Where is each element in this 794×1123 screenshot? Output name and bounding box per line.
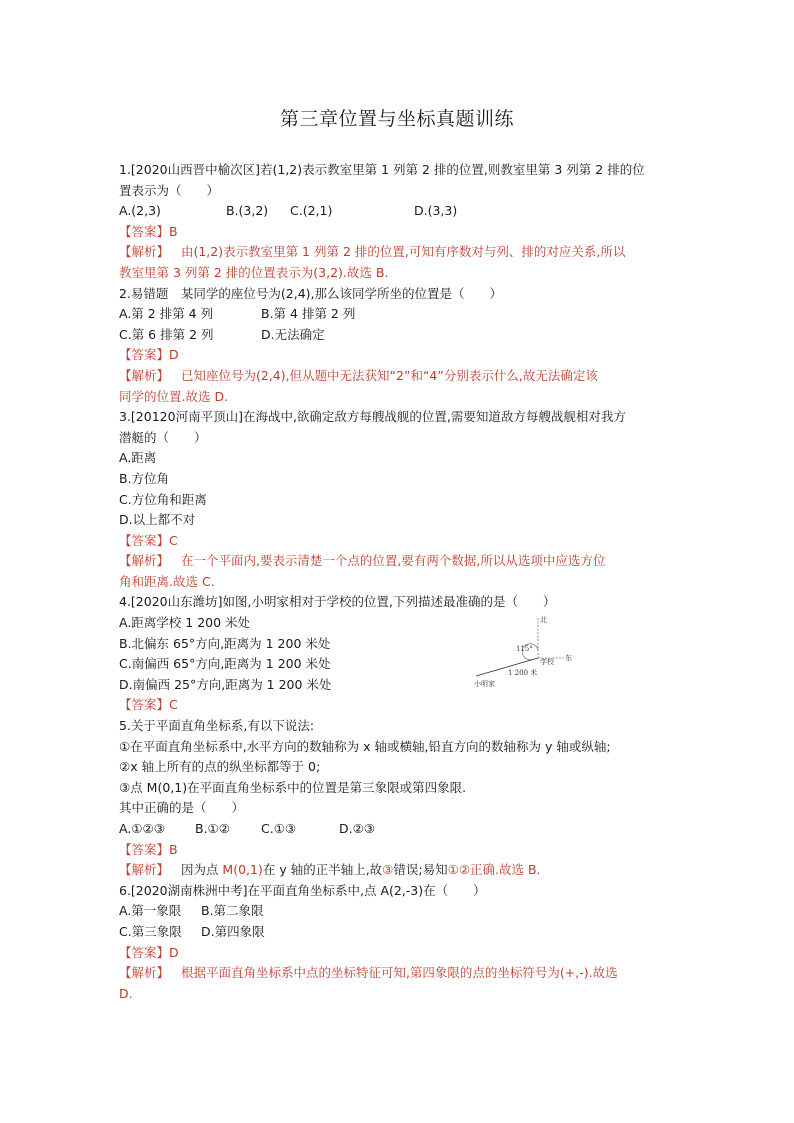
q1-option-a: A.(2,3) [119, 203, 161, 219]
q1-analysis-line1 [119, 242, 679, 263]
q5-analysis-g: 正确.故选 B. [470, 862, 541, 878]
q3-option-d: D.以上都不对 [119, 512, 196, 528]
q6-answer [119, 943, 679, 964]
q6-option-a: A.第一象限 [119, 903, 182, 919]
q5-option-d: D.②③ [339, 821, 376, 836]
q5-analysis-f: ①② [447, 862, 471, 878]
q1-answer-value: B [169, 223, 178, 239]
q5-answer-value: B [169, 841, 178, 857]
q5-answer [119, 840, 679, 861]
answer-tag: 【答案】 [119, 223, 170, 239]
position-diagram [470, 614, 610, 694]
q1-options [119, 201, 679, 222]
q4-stem: 4.[2020山东潍坊]如图,小明家相对于学校的位置,下列描述最准确的是（ ） [119, 594, 556, 610]
q6-option-d: D.第四象限 [201, 923, 265, 939]
q4-option-c: C.南偏西 65°方向,距离为 1 200 米处 [119, 656, 331, 672]
q6-option-b: B.第二象限 [201, 903, 264, 919]
q5-analysis-b: M(0,1) [222, 862, 263, 878]
east-label: 东 [565, 654, 572, 662]
answer-tag: 【答案】 [119, 347, 170, 363]
q4-option-a: A.距离学校 1 200 米处 [119, 615, 251, 631]
q5-question: 其中正确的是（ ） [119, 800, 245, 816]
q6-answer-value: D [169, 944, 179, 960]
analysis-tag: 【解析】 [119, 965, 170, 981]
answer-tag: 【答案】 [119, 944, 170, 960]
q5-stem: 5.关于平面直角坐标系,有以下说法: [119, 718, 315, 734]
q2-analysis-text1: 已知座位号为(2,4),但从题中无法获知“2”和“4”分别表示什么,故无法确定该 [180, 367, 598, 383]
q2-stem: 2.易错题 某同学的座位号为(2,4),那么该同学所坐的位置是（ ） [119, 285, 503, 301]
angle-label: 115° [516, 645, 533, 653]
analysis-tag: 【解析】 [119, 862, 170, 878]
q5-analysis [119, 860, 679, 881]
q3-option-c: C.方位角和距离 [119, 491, 207, 507]
q5-option-b: B.①② [195, 821, 230, 836]
q1-option-c: C.(2,1) [290, 203, 333, 219]
home-label: 小明家 [474, 680, 495, 688]
q6-option-c: C.第三象限 [119, 923, 182, 939]
q3-answer-value: C [169, 532, 178, 548]
q3-option-b: B.方位角 [119, 470, 170, 486]
q5-statement-2: ②x 轴上所有的点的纵坐标都等于 0; [119, 759, 321, 775]
q1-option-d: D.(3,3) [414, 203, 458, 219]
q6-stem: 6.[2020湖南株洲中考]在平面直角坐标系中,点 A(2,-3)在（ ） [119, 882, 486, 898]
question-list [119, 160, 679, 1004]
q3-stem-line2: 潜艇的（ ） [119, 429, 207, 445]
q5-option-a: A.①②③ [119, 821, 165, 836]
q5-analysis-d: ③ [382, 862, 394, 878]
q2-option-c: C.第 6 排第 2 列 [119, 326, 214, 342]
q3-analysis-text1: 在一个平面内,要表示清楚一个点的位置,要有两个数据,所以从选项中应选方位 [180, 553, 606, 569]
analysis-tag: 【解析】 [119, 553, 170, 569]
q2-answer [119, 345, 679, 366]
q5-analysis-e: 错误;易知 [393, 862, 448, 878]
school-label: 学校 [540, 658, 554, 666]
q2-option-b: B.第 4 排第 2 列 [261, 306, 356, 322]
q2-options-row1 [119, 304, 679, 325]
q5-statement-3: ③点 M(0,1)在平面直角坐标系中的位置是第三象限或第四象限. [119, 779, 467, 795]
q6-analysis-line2: D. [119, 985, 133, 1001]
q3-stem-line1: 3.[20120河南平顶山]在海战中,欲确定敌方每艘战舰的位置,需要知道敌方每艘战舰相对我方 [119, 409, 626, 425]
north-label: 北 [540, 616, 547, 624]
q5-statement-1: ①在平面直角坐标系中,水平方向的数轴称为 x 轴或横轴,铅直方向的数轴称为 y 轴或纵轴; [119, 738, 611, 754]
q2-analysis-line1 [119, 366, 679, 387]
analysis-tag: 【解析】 [119, 244, 170, 260]
q2-options-row2 [119, 325, 679, 346]
q4-position-figure [470, 614, 610, 694]
q5-analysis-a: 因为点 [180, 862, 223, 878]
q5-option-c: C.①③ [261, 821, 297, 836]
q3-analysis-line2: 角和距离.故选 C. [119, 573, 215, 589]
distance-label: 1 200 米 [508, 669, 538, 677]
q5-options [119, 819, 679, 840]
q6-analysis-text1: 根据平面直角坐标系中点的坐标特征可知,第四象限的点的坐标符号为(+,-).故选 [180, 965, 618, 981]
q6-analysis-line1 [119, 963, 679, 984]
q6-options-row1 [119, 901, 679, 922]
q1-analysis-text1: 由(1,2)表示教室里第 1 列第 2 排的位置,可知有序数对与列、排的对应关系,所以 [180, 244, 626, 260]
q2-analysis-line2: 同学的位置.故选 D. [119, 388, 229, 404]
q1-option-b: B.(3,2) [226, 203, 269, 219]
page-title: 第三章位置与坐标真题训练 [279, 108, 514, 130]
q2-option-a: A.第 2 排第 4 列 [119, 306, 214, 322]
answer-tag: 【答案】 [119, 841, 170, 857]
q4-option-b: B.北偏东 65°方向,距离为 1 200 米处 [119, 635, 331, 651]
q3-analysis-line1 [119, 551, 679, 572]
q4-option-d: D.南偏西 25°方向,距离为 1 200 米处 [119, 676, 332, 692]
q1-stem-line2: 置表示为（ ） [119, 182, 220, 198]
q1-stem-line1: 1.[2020山西晋中榆次区]若(1,2)表示教室里第 1 列第 2 排的位置,则教室里第 3 列第 2 排的位 [119, 162, 645, 177]
answer-tag: 【答案】 [119, 532, 170, 548]
q1-answer [119, 222, 679, 243]
analysis-tag: 【解析】 [119, 367, 170, 383]
q2-answer-value: D [169, 347, 179, 363]
answer-tag: 【答案】 [119, 697, 170, 713]
q4-answer-value: C [169, 697, 178, 713]
q5-analysis-c: 在 y 轴的正半轴上,故 [262, 862, 383, 878]
q1-analysis-line2: 教室里第 3 列第 2 排的位置表示为(3,2).故选 B. [119, 264, 389, 280]
q4-answer [119, 695, 679, 716]
q2-option-d: D.无法确定 [261, 326, 325, 342]
q6-options-row2 [119, 922, 679, 943]
q3-option-a: A.距离 [119, 450, 157, 466]
q3-answer [119, 531, 679, 552]
